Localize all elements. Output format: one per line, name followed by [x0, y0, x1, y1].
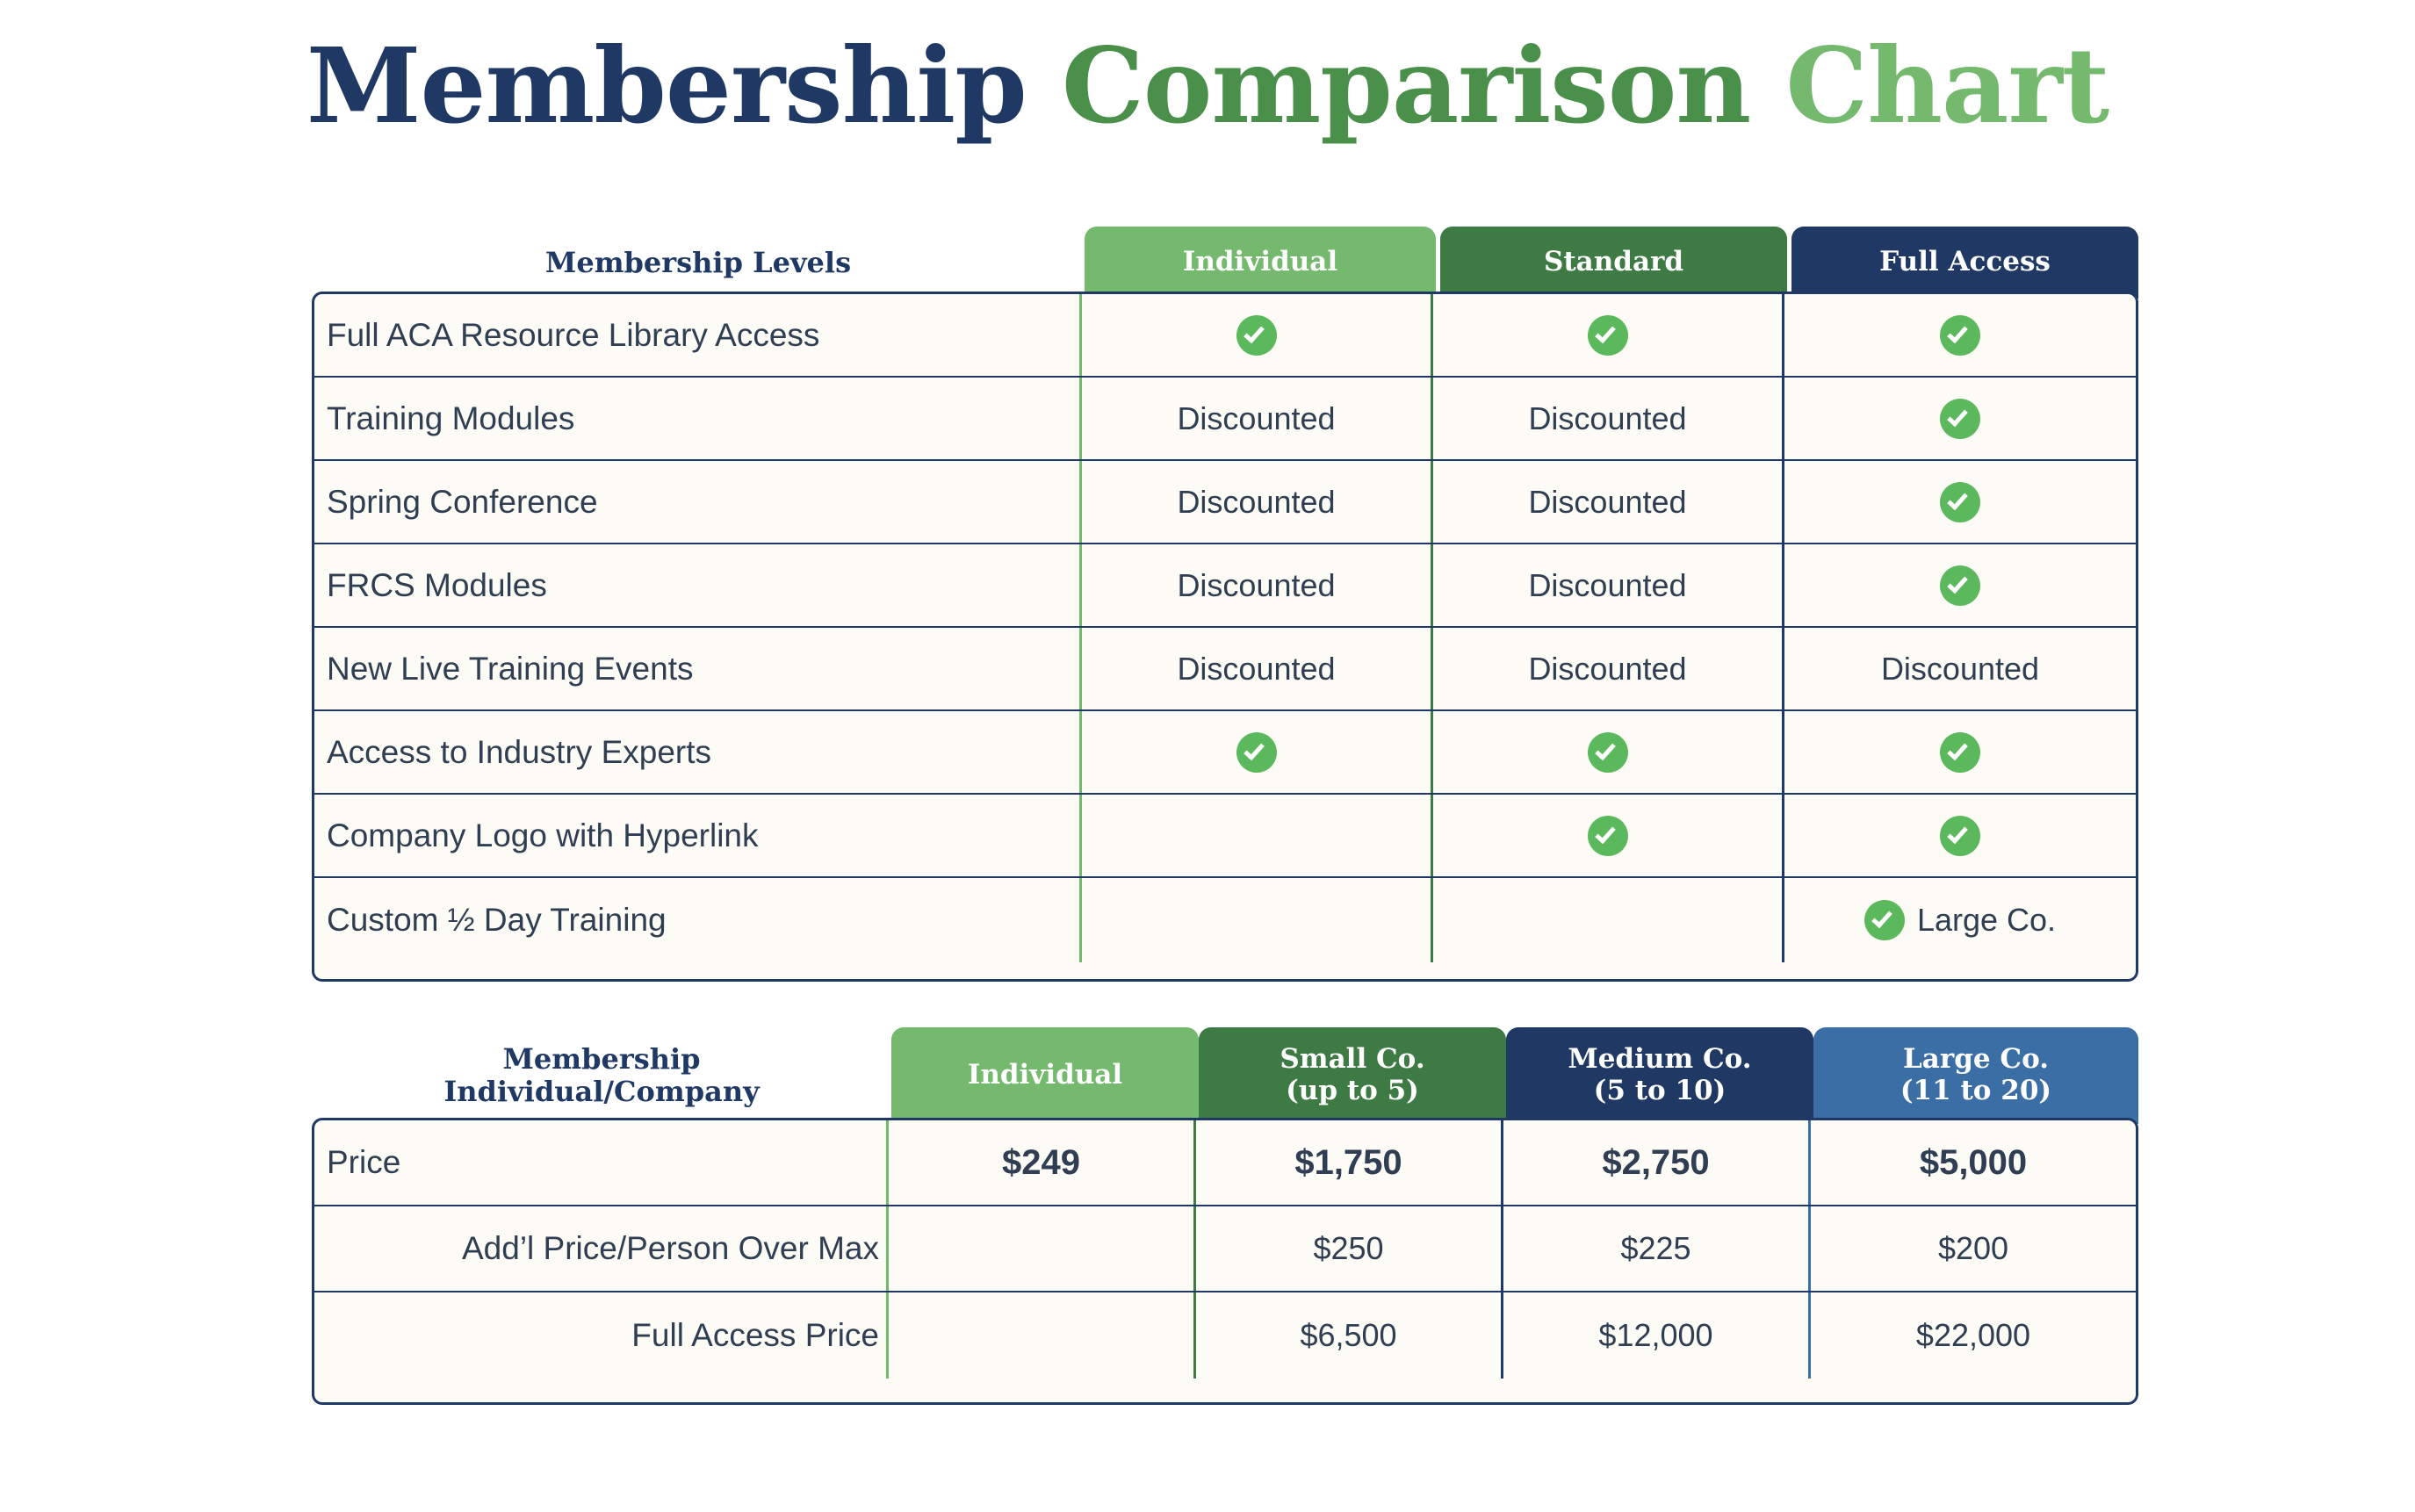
check-icon [1940, 565, 1980, 606]
membership-levels-table [312, 227, 2138, 982]
check-icon [1940, 315, 1980, 356]
cell-standard: Discounted [1433, 461, 1784, 543]
table-row [314, 544, 2136, 628]
check-icon [1940, 732, 1980, 773]
table-row [314, 711, 2136, 795]
cell-full-access: Discounted [1880, 650, 2040, 687]
title-part-1: Membership [306, 25, 1027, 147]
table2-row-header-line1: Membership [502, 1042, 701, 1076]
check-icon [1588, 732, 1628, 773]
table-row [314, 1120, 2136, 1206]
check-icon [1588, 816, 1628, 856]
table2-row-header-line2: Individual/Company [443, 1075, 760, 1108]
cell-individual-addl [889, 1206, 1196, 1291]
feature-label: FRCS Modules [314, 544, 1082, 626]
table2-col-header-medium-co [1506, 1027, 1813, 1124]
cell-standard [1433, 795, 1784, 876]
cell-full-access [1784, 461, 2136, 543]
membership-pricing-table [312, 1027, 2138, 1405]
feature-label: Full ACA Resource Library Access [314, 294, 1082, 376]
table-row [314, 461, 2136, 544]
cell-individual: Discounted [1082, 628, 1433, 709]
title-part-3: Chart [1785, 25, 2109, 147]
check-icon [1940, 482, 1980, 522]
table2-col-header-large-co [1813, 1027, 2138, 1124]
cell-individual-price: $249 [889, 1120, 1196, 1205]
cell-full-access [1784, 878, 2136, 962]
cell-individual [1082, 294, 1433, 376]
cell-individual [1082, 878, 1433, 962]
full-access-price-row-label: Full Access Price [314, 1292, 889, 1379]
cell-small-co-full: $6,500 [1196, 1292, 1503, 1379]
cell-medium-co-price: $2,750 [1503, 1120, 1811, 1205]
table2-row-header-label [312, 1027, 891, 1124]
cell-standard: Discounted [1433, 544, 1784, 626]
cell-individual [1082, 795, 1433, 876]
cell-standard: Discounted [1433, 628, 1784, 709]
table-row [314, 378, 2136, 461]
feature-label: Access to Industry Experts [314, 711, 1082, 793]
cell-full-access [1784, 294, 2136, 376]
check-icon [1940, 816, 1980, 856]
cell-full-access [1784, 544, 2136, 626]
cell-medium-co-addl: $225 [1503, 1206, 1811, 1291]
cell-small-co-price: $1,750 [1196, 1120, 1503, 1205]
col-header-line1: Individual [967, 1059, 1123, 1091]
table1-col-header-standard: Standard [1440, 227, 1787, 299]
feature-label: New Live Training Events [314, 628, 1082, 709]
cell-large-co-addl: $200 [1937, 1230, 2009, 1266]
feature-label: Custom ½ Day Training [314, 878, 1082, 962]
feature-label: Training Modules [314, 378, 1082, 459]
table-row [314, 1206, 2136, 1292]
cell-small-co-addl: $250 [1196, 1206, 1503, 1291]
col-header-line2: (5 to 10) [1593, 1075, 1727, 1106]
cell-individual [1082, 711, 1433, 793]
table2-col-header-individual [891, 1027, 1199, 1124]
table1-row-header-label: Membership Levels [544, 245, 852, 279]
page-title [0, 26, 2415, 146]
check-icon [1236, 315, 1277, 356]
cell-individual: Discounted [1082, 544, 1433, 626]
col-header-line2: (up to 5) [1286, 1075, 1419, 1106]
check-icon [1940, 399, 1980, 439]
cell-full-access [1784, 795, 2136, 876]
cell-full-access [1784, 711, 2136, 793]
table1-col-header-full-access: Full Access [1791, 227, 2138, 299]
cell-full-access [1784, 378, 2136, 459]
table-row [314, 294, 2136, 378]
title-part-2: Comparison [1061, 25, 1751, 147]
table1-header-row [312, 227, 2138, 299]
cell-individual: Discounted [1082, 461, 1433, 543]
table-row [314, 878, 2136, 962]
cell-standard: Discounted [1433, 378, 1784, 459]
check-with-label [1864, 900, 2056, 940]
cell-individual-full [889, 1292, 1196, 1379]
cell-medium-co-full: $12,000 [1503, 1292, 1811, 1379]
col-header-line1: Small Co. [1280, 1043, 1425, 1076]
cell-standard [1433, 294, 1784, 376]
check-icon [1588, 315, 1628, 356]
table2-header-row [312, 1027, 2138, 1124]
table2-col-header-small-co [1199, 1027, 1506, 1124]
table1-body [312, 292, 2138, 982]
cell-large-co-full: $22,000 [1915, 1317, 2031, 1353]
feature-label: Spring Conference [314, 461, 1082, 543]
cell-standard [1433, 878, 1784, 962]
cell-large-co-price: $5,000 [1919, 1142, 2028, 1182]
table-row [314, 1292, 2136, 1379]
check-icon [1236, 732, 1277, 773]
custom-training-note: Large Co. [1916, 902, 2057, 938]
table2-body [312, 1118, 2138, 1405]
check-icon [1864, 900, 1905, 940]
addl-price-row-label: Add’l Price/Person Over Max [314, 1206, 889, 1291]
col-header-line2: (11 to 20) [1900, 1075, 2052, 1106]
col-header-line1: Medium Co. [1568, 1043, 1752, 1076]
feature-label: Company Logo with Hyperlink [314, 795, 1082, 876]
table1-col-header-individual: Individual [1085, 227, 1436, 299]
table-row [314, 795, 2136, 878]
price-row-label: Price [314, 1120, 889, 1205]
cell-individual: Discounted [1082, 378, 1433, 459]
table-row [314, 628, 2136, 711]
cell-standard [1433, 711, 1784, 793]
col-header-line1: Large Co. [1902, 1043, 2049, 1076]
